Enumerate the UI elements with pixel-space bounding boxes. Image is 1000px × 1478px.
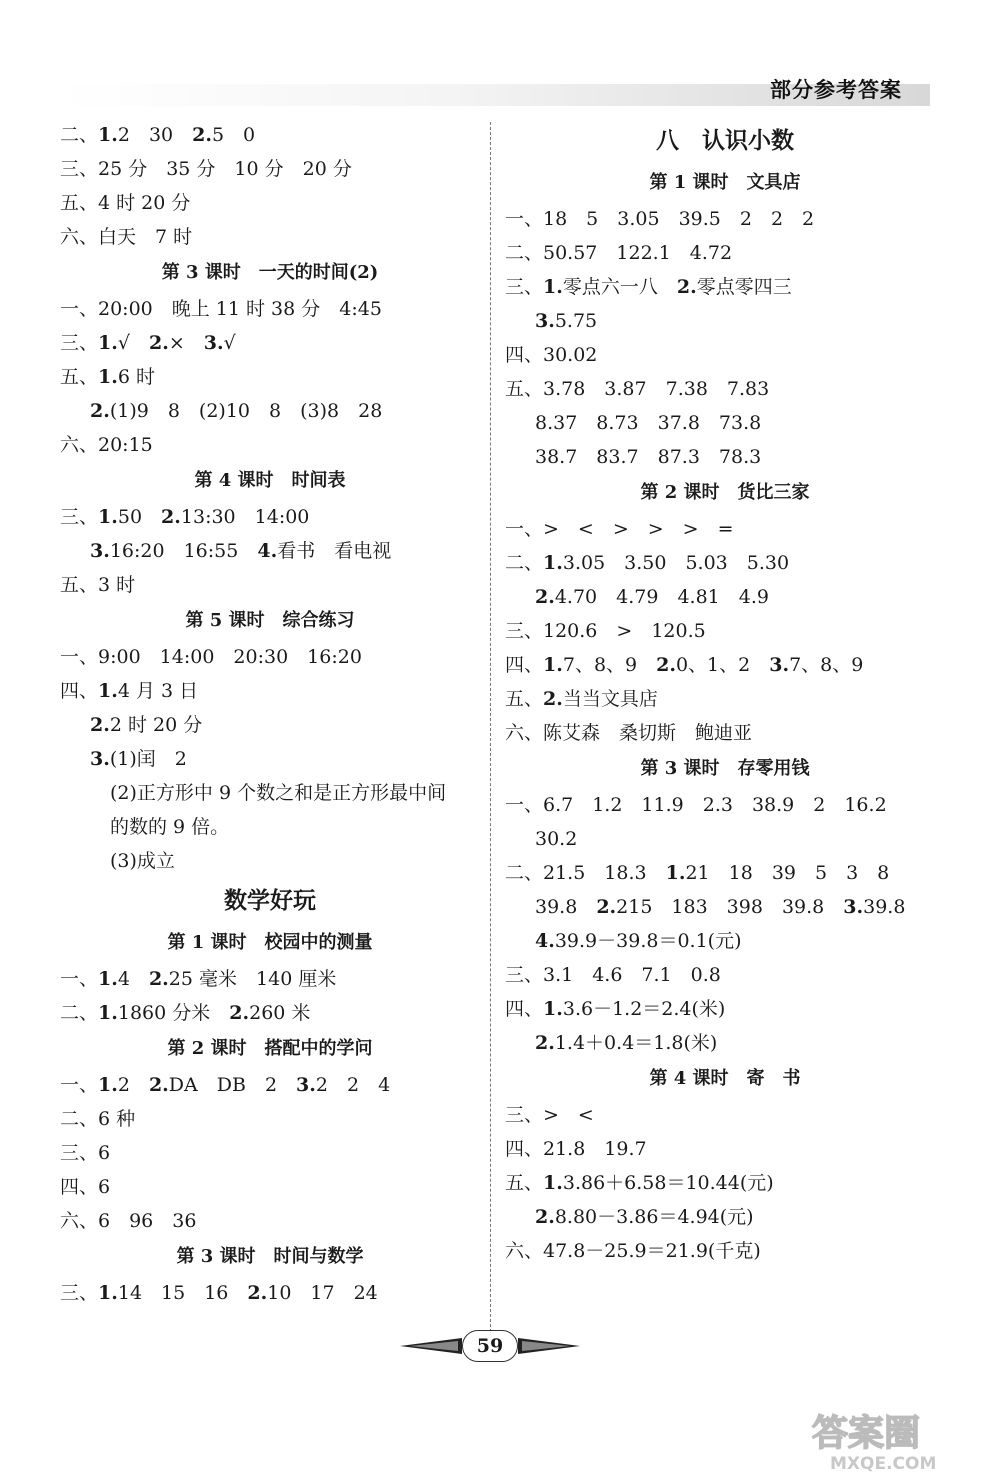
answer-text: 五、3.78 3.87 7.38 7.83 (505, 378, 770, 400)
watermark-url: MXQE.COM (830, 1454, 937, 1474)
answer-text: (1)闰 2 (109, 748, 187, 770)
answer-line (60, 1102, 480, 1136)
answer-line (60, 1068, 480, 1102)
answer-text: 1. (98, 968, 118, 990)
answer-text: 一、20:00 晚上 11 时 38 分 4:45 (60, 298, 382, 320)
answer-line (505, 512, 945, 546)
answer-text: 二、50.57 122.1 4.72 (505, 242, 733, 264)
lesson-heading: 第 3 课时 存零用钱 (640, 758, 810, 779)
answer-text: 1. (98, 124, 118, 146)
answer-text: 六、20:15 (60, 434, 153, 456)
answer-text: 16:20 16:55 (109, 540, 258, 562)
answer-text: 四、 (505, 654, 544, 676)
answer-line (505, 924, 945, 958)
answer-line (60, 568, 480, 602)
answer-text: 3. (769, 654, 790, 676)
answer-text: 一、6.7 1.2 11.9 2.3 38.9 2 16.2 (505, 794, 887, 816)
answer-line (505, 614, 945, 648)
answer-text: DA DB 2 (168, 1074, 297, 1096)
answer-text: 1. (98, 332, 118, 354)
answer-line (60, 428, 480, 462)
lesson-heading: 第 4 课时 时间表 (194, 470, 346, 491)
lesson-heading: 第 2 课时 搭配中的学问 (167, 1038, 373, 1059)
answer-text: 2. (148, 968, 169, 990)
answer-line (60, 500, 480, 534)
answer-text: 25 毫米 140 厘米 (168, 968, 337, 990)
answer-text: 1. (98, 680, 118, 702)
answer-text: 2. (676, 276, 697, 298)
answer-text: 三、120.6 > 120.5 (505, 620, 706, 642)
answer-text: 三、3.1 4.6 7.1 0.8 (505, 964, 721, 986)
answer-text: 2. (247, 1282, 268, 1304)
answer-text: 3. (843, 896, 864, 918)
page-number: 59 (462, 1330, 518, 1362)
answer-text: 2. (90, 714, 110, 736)
answer-text: 1. (98, 1002, 118, 1024)
answer-text: 一、> < > > > = (505, 518, 734, 540)
answer-text: 六、陈艾森 桑切斯 鲍迪亚 (505, 722, 753, 744)
answer-line (505, 648, 945, 682)
answer-text: 1. (98, 366, 118, 388)
answer-line (505, 1132, 945, 1166)
answer-text: 0、1、2 (675, 654, 770, 676)
answer-line (60, 118, 480, 152)
answer-line (505, 236, 945, 270)
answer-text: 的数的 9 倍。 (110, 816, 230, 838)
answer-text: 四、6 (60, 1176, 111, 1198)
answer-text: 2 (117, 1074, 149, 1096)
answer-text: 3.05 3.50 5.03 5.30 (562, 552, 790, 574)
lesson-heading: 第 2 课时 货比三家 (640, 482, 810, 503)
answer-text: 2. (148, 332, 169, 354)
answer-text: 三、 (60, 506, 99, 528)
answer-line (505, 1166, 945, 1200)
answer-text: 1860 分米 (117, 1002, 230, 1024)
answer-text: 一、 (60, 1074, 99, 1096)
answer-text: 14 15 16 (117, 1282, 248, 1304)
answer-text: 1. (543, 1172, 563, 1194)
answer-text: 38.7 83.7 87.3 78.3 (535, 446, 762, 468)
answer-line (505, 270, 945, 304)
answer-text: 2. (535, 1206, 555, 1228)
answer-text: 5 0 (211, 124, 256, 146)
lesson-heading: 第 3 课时 时间与数学 (176, 1246, 364, 1267)
answer-line (505, 1200, 945, 1234)
answer-text: 2. (543, 688, 563, 710)
answer-line (505, 406, 945, 440)
answer-line (505, 1026, 945, 1060)
answer-line (505, 440, 945, 474)
answer-text: 三、 (505, 276, 544, 298)
answer-text: 二、 (505, 552, 544, 574)
answer-line (60, 1276, 480, 1310)
lesson-heading: 第 1 课时 文具店 (649, 172, 801, 193)
answer-text: 6 时 (117, 366, 155, 388)
answer-line (60, 742, 480, 776)
answer-text: 13:30 14:00 (180, 506, 310, 528)
answer-text: 五、 (60, 366, 99, 388)
answer-text: 50 (117, 506, 162, 528)
answer-line (60, 996, 480, 1030)
chapter-heading: 八 认识小数 (656, 127, 794, 154)
answer-line (505, 716, 945, 750)
answer-text: 4 (117, 968, 149, 990)
answer-line (505, 546, 945, 580)
answer-text: 五、 (505, 1172, 544, 1194)
answer-line (60, 708, 480, 742)
answer-text: 1. (543, 998, 563, 1020)
answer-text: 三、 (60, 332, 99, 354)
answer-line (60, 674, 480, 708)
answer-text: 2. (656, 654, 676, 676)
answer-line (505, 304, 945, 338)
answer-line (60, 152, 480, 186)
answer-text: 2. (229, 1002, 250, 1024)
answer-text: 1. (543, 654, 563, 676)
answer-text: 一、 (60, 968, 99, 990)
answer-text: 零点零四三 (696, 276, 792, 298)
right-answer-column (505, 118, 945, 1268)
answer-text: 8.80－3.86＝4.94(元) (554, 1206, 754, 1228)
answer-text: 8.37 8.73 37.8 73.8 (535, 412, 762, 434)
answer-text: 一、18 5 3.05 39.5 2 2 2 (505, 208, 815, 230)
answer-text: 四、 (505, 998, 544, 1020)
page-header-title: 部分参考答案 (770, 77, 902, 102)
answer-text: 四、21.8 19.7 (505, 1138, 647, 1160)
left-answer-column (60, 118, 480, 1310)
answer-text: 三、25 分 35 分 10 分 20 分 (60, 158, 352, 180)
answer-text: 1. (98, 506, 118, 528)
answer-text: 四、30.02 (505, 344, 598, 366)
answer-line (60, 326, 480, 360)
answer-line (505, 822, 945, 856)
answer-text: 当当文具店 (562, 688, 658, 710)
answer-text: 3. (296, 1074, 316, 1096)
answer-text: 2. (535, 586, 555, 608)
answer-text: 1. (98, 1074, 118, 1096)
answer-text: 10 17 24 (267, 1282, 378, 1304)
answer-text: 六、47.8－25.9＝21.9(千克) (505, 1240, 761, 1262)
answer-text: 3. (90, 540, 110, 562)
answer-text: 1. (543, 552, 563, 574)
answer-text: 零点六一八 (562, 276, 677, 298)
answer-text: 看书 看电视 (277, 540, 392, 562)
answer-text: 1. (98, 1282, 118, 1304)
chapter-heading: 数学好玩 (224, 887, 316, 914)
answer-line (60, 394, 480, 428)
answer-text: 39.8 (535, 896, 597, 918)
answer-text: 260 米 (249, 1002, 311, 1024)
answer-line (60, 1170, 480, 1204)
answer-text: (3)成立 (110, 850, 175, 872)
column-divider (490, 122, 491, 1332)
answer-text: 3.86＋6.58＝10.44(元) (562, 1172, 774, 1194)
lesson-heading: 第 3 课时 一天的时间(2) (161, 262, 379, 283)
answer-line (505, 958, 945, 992)
answer-text: √ (117, 332, 149, 354)
answer-line (505, 992, 945, 1026)
answer-text: 39.9－39.8＝0.1(元) (554, 930, 742, 952)
answer-text: 2. (535, 1032, 555, 1054)
answer-line (505, 1234, 945, 1268)
answer-text: 3. (535, 310, 555, 332)
answer-line (505, 856, 945, 890)
answer-text: 4. (535, 930, 555, 952)
answer-line (505, 890, 945, 924)
answer-line (60, 186, 480, 220)
answer-text: 7、8、9 (562, 654, 657, 676)
answer-line (60, 810, 480, 844)
answer-text: 2 时 20 分 (109, 714, 203, 736)
answer-text: 1. (543, 276, 563, 298)
answer-text: 五、3 时 (60, 574, 136, 596)
answer-text: 2 2 4 (315, 1074, 391, 1096)
answer-text: 2. (161, 506, 181, 528)
answer-text: (1)9 8 (2)10 8 (3)8 28 (109, 400, 383, 422)
answer-line (60, 220, 480, 254)
answer-text: 六、白天 7 时 (60, 226, 193, 248)
answer-text: 3.6－1.2＝2.4(米) (562, 998, 726, 1020)
answer-text: 4 月 3 日 (117, 680, 199, 702)
answer-text: 二、6 种 (60, 1108, 136, 1130)
answer-text: 一、9:00 14:00 20:30 16:20 (60, 646, 362, 668)
lesson-heading: 第 5 课时 综合练习 (185, 610, 355, 631)
answer-text: 二、 (60, 1002, 99, 1024)
answer-text: 21 18 39 5 3 8 (685, 862, 890, 884)
answer-text: × (168, 332, 204, 354)
answer-text: 二、21.5 18.3 (505, 862, 666, 884)
answer-text: 215 183 398 39.8 (616, 896, 844, 918)
answer-line (60, 1136, 480, 1170)
answer-text: 30.2 (535, 828, 578, 850)
answer-line (60, 1204, 480, 1238)
answer-text: 三、> < (505, 1104, 594, 1126)
answer-text: 3. (90, 748, 110, 770)
watermark-logo (800, 1405, 990, 1475)
answer-text: 3. (203, 332, 224, 354)
answer-line (505, 1098, 945, 1132)
answer-line (505, 788, 945, 822)
answer-text: 四、 (60, 680, 99, 702)
answer-text: 1. (665, 862, 686, 884)
answer-text: 2. (596, 896, 617, 918)
answer-line (60, 292, 480, 326)
answer-text: 4.70 4.79 4.81 4.9 (554, 586, 769, 608)
lesson-heading: 第 1 课时 校园中的测量 (167, 932, 373, 953)
answer-text: 五、4 时 20 分 (60, 192, 191, 214)
answer-text: 1.4＋0.4＝1.8(米) (554, 1032, 718, 1054)
answer-line (505, 202, 945, 236)
answer-line (505, 372, 945, 406)
answer-line (505, 338, 945, 372)
answer-line (60, 640, 480, 674)
answer-text: 2. (90, 400, 110, 422)
answer-text: 二、 (60, 124, 99, 146)
watermark-text: 答案圈 (812, 1413, 921, 1454)
answer-text: 三、6 (60, 1142, 111, 1164)
answer-text: 2. (148, 1074, 169, 1096)
answer-text: 2. (192, 124, 212, 146)
answer-line (60, 844, 480, 878)
answer-text: 三、 (60, 1282, 99, 1304)
answer-text: √ (223, 332, 236, 354)
answer-line (60, 360, 480, 394)
answer-line (60, 962, 480, 996)
answer-text: 六、6 96 36 (60, 1210, 197, 1232)
answer-text: 五、 (505, 688, 544, 710)
answer-text: 7、8、9 (789, 654, 864, 676)
answer-line (505, 682, 945, 716)
answer-text: 4. (257, 540, 278, 562)
lesson-heading: 第 4 课时 寄 书 (649, 1068, 801, 1089)
answer-text: 2 30 (117, 124, 193, 146)
answer-line (505, 580, 945, 614)
answer-text: 39.8 (863, 896, 906, 918)
answer-line (60, 534, 480, 568)
answer-text: 5.75 (554, 310, 598, 332)
answer-text: (2)正方形中 9 个数之和是正方形最中间 (110, 782, 447, 804)
answer-line (60, 776, 480, 810)
